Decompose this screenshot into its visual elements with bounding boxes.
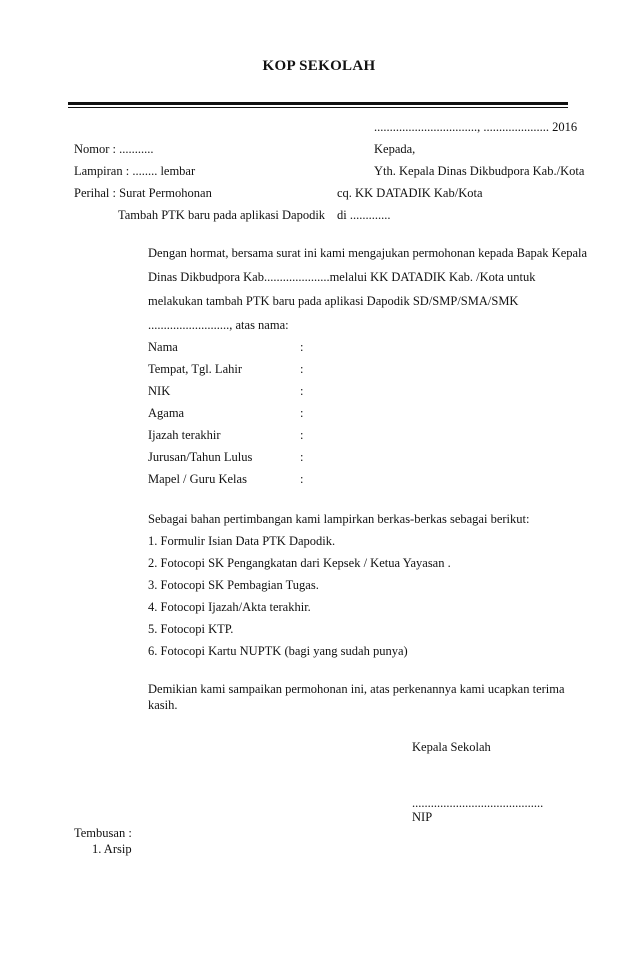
signature-nip: NIP [412, 810, 433, 824]
field-label: Jurusan/Tahun Lulus [148, 450, 253, 464]
field-row [148, 362, 448, 377]
attachment-item: 5. Fotocopi KTP. [148, 622, 234, 636]
attachment-item: 6. Fotocopi Kartu NUPTK (bagi yang sudah punya) [148, 644, 408, 658]
body-paragraph-line: melakukan tambah PTK baru pada aplikasi Dapodik SD/SMP/SMA/SMK [148, 294, 519, 308]
attachment-item: 4. Fotocopi Ijazah/Akta terakhir. [148, 600, 311, 614]
field-row [148, 450, 448, 465]
recipient-kepada: Kepada, [374, 142, 416, 156]
field-colon: : [300, 406, 304, 420]
body-paragraph-line: Dinas Dikbudpora Kab.....................melalui KK DATADIK Kab. /Kota untuk [148, 270, 536, 284]
recipient-yth: Yth. Kepala Dinas Dikbudpora Kab./Kota [374, 164, 585, 178]
field-label: Nama [148, 340, 178, 354]
recipient-di: di ............. [337, 208, 391, 222]
body-paragraph-line: Dengan hormat, bersama surat ini kami mengajukan permohonan kepada Bapak Kepala [148, 246, 588, 260]
field-colon: : [300, 472, 304, 486]
tembusan-label: Tembusan : [74, 826, 132, 840]
letterhead-title: KOP SEKOLAH [262, 58, 376, 74]
tembusan-item: 1. Arsip [92, 842, 132, 856]
field-label: Ijazah terakhir [148, 428, 221, 442]
attachment-item: 3. Fotocopi SK Pembagian Tugas. [148, 578, 319, 592]
field-colon: : [300, 450, 304, 464]
field-row [148, 406, 448, 421]
date-line: ................................., ..................... 2016 [374, 120, 578, 134]
letterhead-divider-thick [68, 102, 568, 105]
field-row [148, 340, 448, 355]
closing-line: kasih. [148, 698, 178, 712]
attachments-intro: Sebagai bahan pertimbangan kami lampirkan berkas-berkas sebagai berikut: [148, 512, 530, 526]
field-colon: : [300, 362, 304, 376]
field-colon: : [300, 340, 304, 354]
lampiran-line: Lampiran : ........ lembar [74, 164, 196, 178]
field-label: Mapel / Guru Kelas [148, 472, 247, 486]
signature-dots: .......................................... [412, 796, 544, 810]
nomor-line: Nomor : ........... [74, 142, 154, 156]
attachment-item: 2. Fotocopi SK Pengangkatan dari Kepsek / Ketua Yayasan . [148, 556, 451, 570]
field-row [148, 428, 448, 443]
perihal-line: Perihal : Surat Permohonan [74, 186, 212, 200]
field-label: Tempat, Tgl. Lahir [148, 362, 243, 376]
signature-role: Kepala Sekolah [412, 740, 491, 754]
attachment-item: 1. Formulir Isian Data PTK Dapodik. [148, 534, 336, 548]
recipient-cq: cq. KK DATADIK Kab/Kota [337, 186, 483, 200]
field-colon: : [300, 384, 304, 398]
field-row [148, 472, 448, 487]
field-colon: : [300, 428, 304, 442]
field-label: Agama [148, 406, 185, 420]
field-label: NIK [148, 384, 171, 398]
letterhead-divider-thin [68, 107, 568, 108]
perihal-continuation: Tambah PTK baru pada aplikasi Dapodik [118, 208, 326, 222]
closing-line: Demikian kami sampaikan permohonan ini, atas perkenannya kami ucapkan terima [148, 682, 565, 696]
body-paragraph-line: .........................., atas nama: [148, 318, 289, 332]
field-row [148, 384, 448, 399]
